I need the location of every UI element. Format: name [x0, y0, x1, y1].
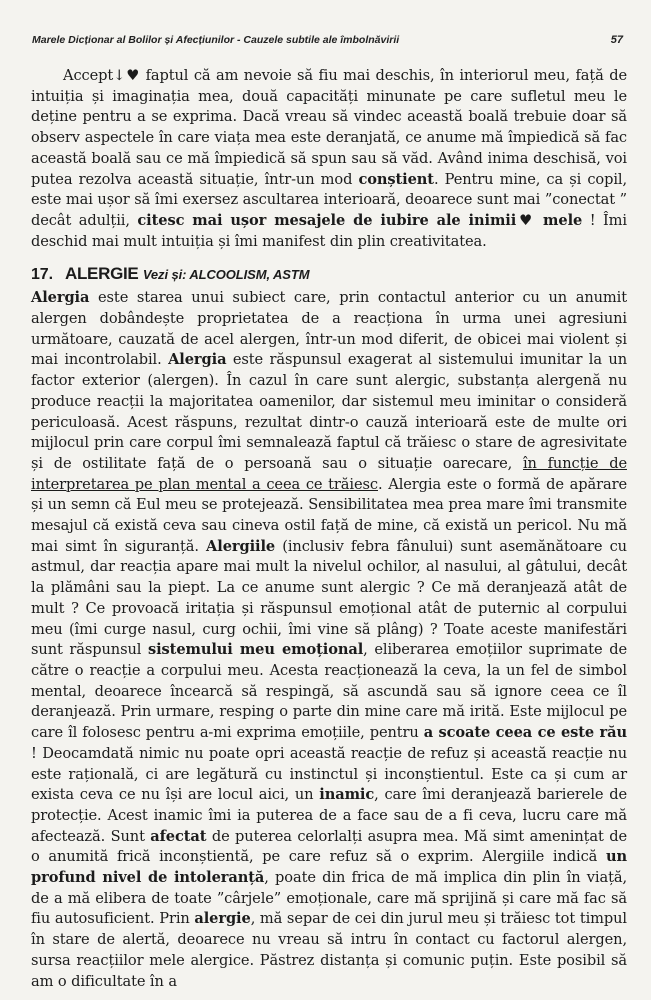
- section-heading: [31, 263, 627, 286]
- text-run: Accept↓♥ faptul că am nevoie să fiu mai deschis, în interiorul meu, față de intuiția și imaginația mea, două capacități minunate pe care sufletul meu le deține pentru a se exprima. Dacă vreau să vindec această boală trebuie doar să observ aspectele în care viața mea este deranjată, ce anume mă împiedică să fac această boală sau ce mă împiedică să spun sau să văd. Având inima deschisă, voi putea rezolva această situație, într-un mod: [31, 67, 627, 188]
- text-run: ! Deocamdată nimic nu poate opri această reacție de refuz și această reacție nu este rațională, ci are legătură cu instinctul și inconștientul. Este ca și cum ar exista ceva ce nu își are locul aici, un: [31, 744, 627, 804]
- text-run: , poate din frica de mă implica din plin în viață, de a mă elibera de toate ”cârjele” emoționale, care mă sprijină și care mă fac să fiu autosuficient. Prin: [31, 869, 627, 928]
- bold-phrase: sistemului meu emoțional: [148, 641, 364, 659]
- section-term: ALERGIE: [65, 264, 139, 284]
- text-run: , mă separ de cei din jurul meu și trăiesc tot timpul în stare de alertă, deoarece nu vreau să intru în contact cu factorul alergen, sursa reacțiilor mele alergice. Păstrez distanța și comunic puțin. Este posibil să am o dificultate în a: [31, 910, 627, 990]
- bold-phrase: inamic: [319, 786, 375, 804]
- text-run: (inclusiv febra fânului) sunt asemănătoare cu astmul, dar reacția apare mai mult la nivelul ochilor, al nasului, al gâtului, decât la plămâni sau la piept. La ce anume sunt alergic ? Ce mă deranjează atât de mult ? Ce provoacă iritația și răspunsul emoțional atât de puternic al corpului meu (îmi curge nasul, curg ochii, îmi vine să plâng) ? Toate aceste manifestări sunt răspunsul: [31, 537, 627, 659]
- bold-phrase: conștient: [358, 170, 434, 188]
- text-run: de puterea celorlalți asupra mea. Mă simt amenințat de o anumită frică inconștientă, pe care refuz să o exprim. Alergiile indică: [31, 827, 627, 866]
- text-run: , care îmi deranjează barierele de protecție. Acest inamic îmi ia puterea de a face sau de a fi ceva, lucru care mă afectează. Sunt: [31, 786, 627, 845]
- section-number: 17.: [31, 266, 53, 284]
- underlined-phrase: în funcție de interpretarea pe plan mental a ceea ce trăiesc: [31, 454, 627, 493]
- bold-phrase: citesc mai ușor mesajele de iubire ale inimii♥ mele: [137, 211, 583, 229]
- running-header: [32, 34, 623, 46]
- section-paragraph: [31, 288, 627, 992]
- running-title: Marele Dicționar al Bolilor și Afecțiunilor - Cauzele subtile ale îmbolnăvirii: [32, 34, 400, 46]
- bold-phrase: a scoate ceea ce este rău: [423, 724, 627, 742]
- text-run: . Pentru mine, ca și copil, este mai ușor să îmi exersez ascultarea interioară, deoarece sunt mai ”conectat ” decât adulții,: [31, 170, 628, 229]
- text-run: ! Îmi deschid mai mult intuiția și îmi manifest din plin creativitatea.: [31, 211, 627, 250]
- intro-paragraph: [31, 66, 627, 252]
- page-number: 57: [610, 34, 623, 46]
- text-run: . Alergia este o formă de apărare și un semn că Eul meu se protejează. Sensibilitatea mea prea mare îmi transmite mesajul că există ceva sau cineva ostil față de mine, că există un pericol. Nu mă mai simt în siguranță.: [31, 475, 627, 555]
- text-run: este răspunsul exagerat al sistemului imunitar la un factor exterior (alergen). În cazul în care sunt alergic, substanța alergenă nu produce reacții la majoritatea oamenilor, dar sistemul meu iminitar o consideră periculoasă. Acest răspuns, rezultat dintr-o cauză interioară este de multe ori mijlocul prin care corpul îmi semnalează faptul că trăiesc o stare de agresivitate și de ostilitate față de o persoană sau o situație oarecare,: [31, 351, 627, 472]
- bold-phrase: un profund nivel de intoleranță: [31, 848, 627, 887]
- bold-phrase: alergie: [194, 910, 251, 928]
- see-also-reference: Vezi și: ALCOOLISM, ASTM: [142, 267, 310, 283]
- page-body: [31, 66, 627, 992]
- bold-phrase: afectat: [150, 827, 207, 845]
- bold-phrase: Alergiile: [206, 537, 276, 555]
- bold-phrase: Alergia: [168, 351, 227, 369]
- text-run: este starea unui subiect care, prin contactul anterior cu un anumit alergen dobândește proprietatea de a reacționa în urma unei agresiuni următoare, cauzată de acel alergen, într-un mod diferit, de obicei mai violent și mai incontrolabil.: [31, 289, 627, 369]
- text-run: , eliberarea emoțiilor suprimate de către o reacție a corpului meu. Acesta reacționează la ceva, la un fel de simbol mental, deoarece încearcă să respingă, să ascundă sau să ignore ceea ce îl deranjează. Prin urmare, resping o parte din mine care mă irită. Este mijlocul pe care îl folosesc pentru a-mi exprima emoțiile, pentru: [31, 641, 627, 742]
- bold-phrase: Alergia: [31, 289, 90, 307]
